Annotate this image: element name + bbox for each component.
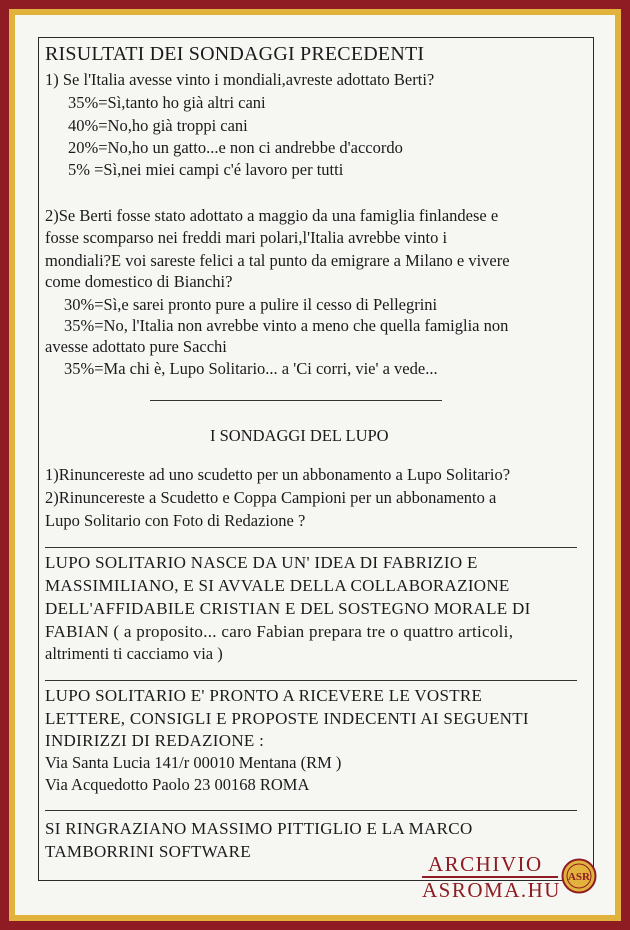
- q2-answer-2: 35%=No, l'Italia non avrebbe vinto a meno che quella famiglia non: [64, 316, 509, 335]
- credits-line-5: altrimenti ti cacciamo via ): [45, 644, 223, 663]
- q1-answer-3: 20%=No,ho un gatto...e non ci andrebbe d'accordo: [68, 138, 403, 157]
- q2-answer-3: 35%=Ma chi è, Lupo Solitario... a 'Ci corri, vie' a vede...: [64, 359, 438, 378]
- credits-line-2: MASSIMILIANO, E SI AVVALE DELLA COLLABORAZIONE: [45, 576, 510, 595]
- page-title: RISULTATI DEI SONDAGGI PRECEDENTI: [45, 43, 425, 65]
- q2-question-line-2: fosse scomparso nei freddi mari polari,l'Italia avrebbe vinto i: [45, 228, 448, 247]
- sondaggi-line-1: 1)Rinuncereste ad uno scudetto per un abbonamento a Lupo Solitario?: [45, 465, 511, 484]
- asroma-seal-icon: [561, 858, 597, 894]
- q1-question: 1) Se l'Italia avesse vinto i mondiali,avreste adottato Berti?: [45, 70, 435, 89]
- divider-credits: [45, 547, 577, 548]
- divider-contacts: [45, 680, 577, 681]
- q2-question-line-3: mondiali?E voi sareste felici a tal punto da emigrare a Milano e vivere: [45, 251, 510, 270]
- contacts-line-2: LETTERE, CONSIGLI E PROPOSTE INDECENTI AI SEGUENTI: [45, 709, 529, 728]
- address-2: Via Acquedotto Paolo 23 00168 ROMA: [45, 775, 310, 794]
- sondaggi-line-2: 2)Rinuncereste a Scudetto e Coppa Campioni per un abbonamento a: [45, 488, 497, 507]
- q2-answer-1: 30%=Sì,e sarei pronto pure a pulire il cesso di Pellegrini: [64, 295, 438, 314]
- q2-question-line-1: 2)Se Berti fosse stato adottato a maggio da una famiglia finlandese e: [45, 206, 499, 225]
- contacts-line-1: LUPO SOLITARIO E' PRONTO A RICEVERE LE VOSTRE: [45, 686, 483, 705]
- thanks-line-2: TAMBORRINI SOFTWARE: [45, 842, 251, 861]
- q1-answer-1: 35%=Sì,tanto ho già altri cani: [68, 93, 266, 112]
- credits-line-1: LUPO SOLITARIO NASCE DA UN' IDEA DI FABRIZIO E: [45, 553, 478, 572]
- q2-question-line-4: come domestico di Bianchi?: [45, 272, 233, 291]
- divider-thanks: [45, 810, 577, 811]
- thanks-line-1: SI RINGRAZIANO MASSIMO PITTIGLIO E LA MARCO: [45, 819, 473, 838]
- credits-line-3: DELL'AFFIDABILE CRISTIAN E DEL SOSTEGNO MORALE DI: [45, 599, 531, 618]
- q1-answer-4: 5% =Sì,nei miei campi c'é lavoro per tutti: [68, 160, 344, 179]
- q1-answer-2: 40%=No,ho già troppi cani: [68, 116, 248, 135]
- sondaggi-line-3: Lupo Solitario con Foto di Redazione ?: [45, 511, 306, 530]
- contacts-line-3: INDIRIZZI DI REDAZIONE :: [45, 731, 265, 750]
- section-divider: [150, 400, 442, 401]
- address-1: Via Santa Lucia 141/r 00010 Mentana (RM ): [45, 753, 342, 772]
- credits-line-4: FABIAN ( a proposito... caro Fabian prepara tre o quattro articoli,: [45, 622, 514, 641]
- watermark-archivio: ARCHIVIO: [428, 852, 543, 876]
- q2-answer-2-continued: avesse adottato pure Sacchi: [45, 337, 227, 356]
- watermark-asroma: ASROMA.HU: [422, 878, 561, 902]
- sondaggi-title: I SONDAGGI DEL LUPO: [210, 426, 389, 445]
- seal-text: ASR: [567, 871, 591, 883]
